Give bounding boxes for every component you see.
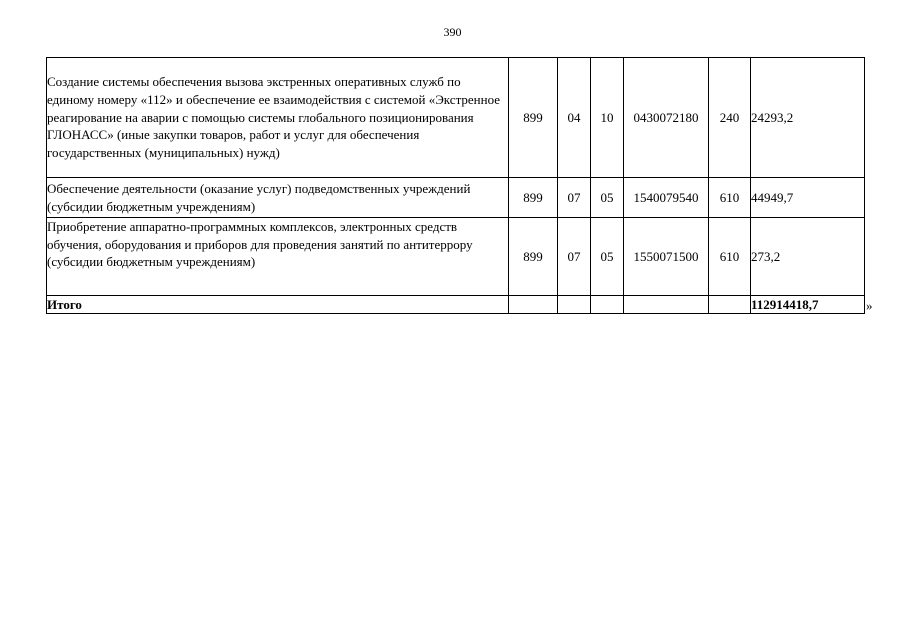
code-ministry: 899	[509, 218, 558, 296]
table-row	[47, 58, 865, 178]
code-subsection: 10	[591, 58, 624, 178]
row-description: Создание системы обеспечения вызова экстренных оперативных служб по единому номеру «112» и обеспечение ее взаимодействия с системой «Экстренное реагирование на аварии с помощью системы глобального позиционирования ГЛОНАСС» (иные закупки товаров, работ и услуг для обеспечения государственных (муниципальных) нужд)	[47, 58, 509, 178]
code-ministry: 899	[509, 58, 558, 178]
page-number: 390	[443, 25, 462, 39]
empty-cell	[709, 296, 751, 314]
empty-cell	[558, 296, 591, 314]
row-amount: 44949,7	[751, 178, 865, 218]
empty-cell	[591, 296, 624, 314]
code-section: 04	[558, 58, 591, 178]
row-amount: 273,2	[751, 218, 865, 296]
table-row	[47, 178, 865, 218]
total-row	[47, 296, 865, 314]
code-subsection: 05	[591, 218, 624, 296]
code-target-article: 1550071500	[624, 218, 709, 296]
code-target-article: 0430072180	[624, 58, 709, 178]
code-subsection: 05	[591, 178, 624, 218]
code-expense-type: 610	[709, 178, 751, 218]
total-label: Итого	[47, 296, 509, 314]
code-target-article: 1540079540	[624, 178, 709, 218]
row-description: Приобретение аппаратно-программных комплексов, электронных средств обучения, оборудования и приборов для проведения занятий по антитеррору (субсидии бюджетным учреждениям)	[47, 218, 509, 296]
empty-cell	[624, 296, 709, 314]
code-expense-type: 240	[709, 58, 751, 178]
code-ministry: 899	[509, 178, 558, 218]
total-amount: 112914418,7	[751, 296, 865, 314]
closing-quote-mark: »	[866, 298, 873, 313]
row-description: Обеспечение деятельности (оказание услуг) подведомственных учреждений (субсидии бюджетным учреждениям)	[47, 178, 509, 218]
row-amount: 24293,2	[751, 58, 865, 178]
table-row	[47, 218, 865, 296]
code-section: 07	[558, 178, 591, 218]
budget-table	[46, 57, 865, 314]
code-section: 07	[558, 218, 591, 296]
empty-cell	[509, 296, 558, 314]
code-expense-type: 610	[709, 218, 751, 296]
